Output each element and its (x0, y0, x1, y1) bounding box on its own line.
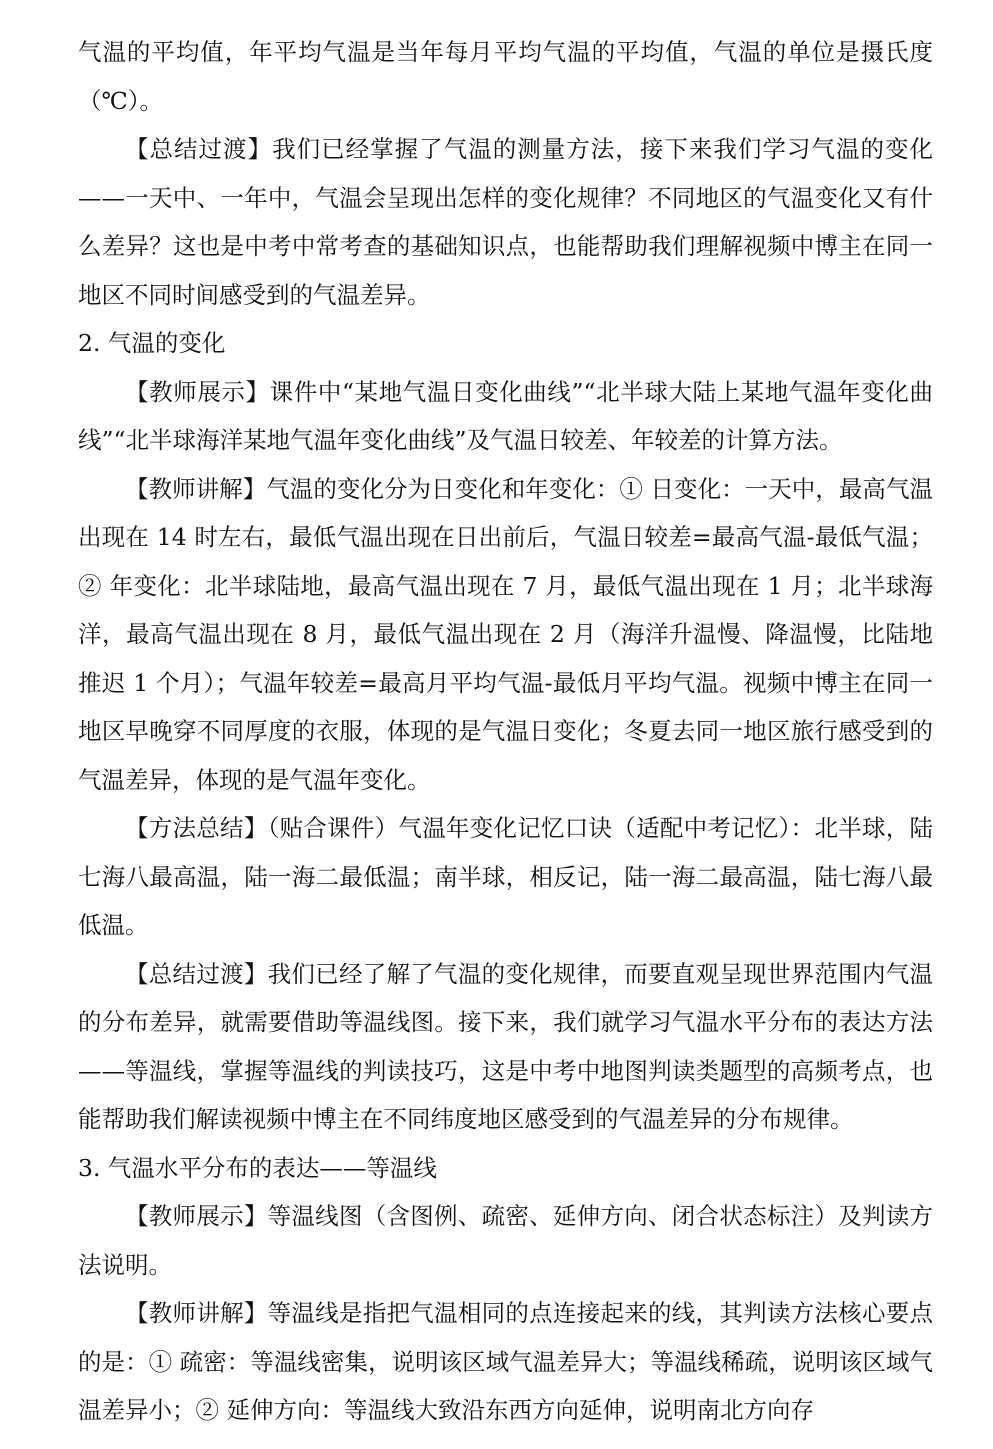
paragraph-summary-transition-1: 【总结过渡】我们已经掌握了气温的测量方法，接下来我们学习气温的变化——一天中、一年中，气温会呈现出怎样的变化规律？不同地区的气温变化又有什么差异？这也是中考中常考查的基础知识点，也能帮助我们理解视频中博主在同一地区不同时间感受到的气温差异。 (78, 135, 933, 309)
paragraph-teacher-display-1: 【教师展示】课件中“某地气温日变化曲线”“北半球大陆上某地气温年变化曲线”“北半球海洋某地气温年变化曲线”及气温日较差、年较差的计算方法。 (78, 377, 933, 454)
paragraph-teacher-explain-2: 【教师讲解】等温线是指把气温相同的点连接起来的线，其判读方法核心要点的是：① 疏密：等温线密集，说明该区域气温差异大；等温线稀疏，说明该区域气温差异小；② 延伸方向：等温线大致沿东西方向延伸，说明南北方向存 (78, 1299, 933, 1424)
paragraph-teacher-explain-1: 【教师讲解】气温的变化分为日变化和年变化：① 日变化：一天中，最高气温出现在 14 时左右，最低气温出现在日出前后，气温日较差=最高气温-最低气温；② 年变化：北半球陆地，最高气温出现在 7 月，最低气温出现在 1 月；北半球海洋，最高气温出现在 8 月，最低气温出现在 2 月（海洋升温慢、降温慢，比陆地推迟 1 个月）；气温年较差=最高月平均气温-最低月平均气温。视频中博主在同一地区早晚穿不同厚度的衣服，体现的是气温日变化；冬夏去同一地区旅行感受到的气温差异，体现的是气温年变化。 (78, 474, 933, 794)
section-heading-isotherm: 3. 气温水平分布的表达——等温线 (78, 1153, 437, 1182)
paragraph-teacher-display-2: 【教师展示】等温线图（含图例、疏密、延伸方向、闭合状态标注）及判读方法说明。 (78, 1202, 933, 1279)
paragraph-summary-transition-2: 【总结过渡】我们已经了解了气温的变化规律，而要直观呈现世界范围内气温的分布差异，就需要借助等温线图。接下来，我们就学习气温水平分布的表达方法——等温线，掌握等温线的判读技巧，这是中考中地图判读类题型的高频考点，也能帮助我们解读视频中博主在不同纬度地区感受到的气温差异的分布规律。 (78, 959, 933, 1133)
section-heading-temperature-change: 2. 气温的变化 (78, 329, 226, 357)
paragraph-avg-temperature: 气温的平均值，年平均气温是当年每月平均气温的平均值，气温的单位是摄氏度（℃）。 (78, 38, 933, 115)
paragraph-method-summary: 【方法总结】（贴合课件）气温年变化记忆口诀（适配中考记忆）：北半球，陆七海八最高温，陆一海二最低温；南半球，相反记，陆一海二最高温，陆七海八最低温。 (78, 814, 933, 939)
